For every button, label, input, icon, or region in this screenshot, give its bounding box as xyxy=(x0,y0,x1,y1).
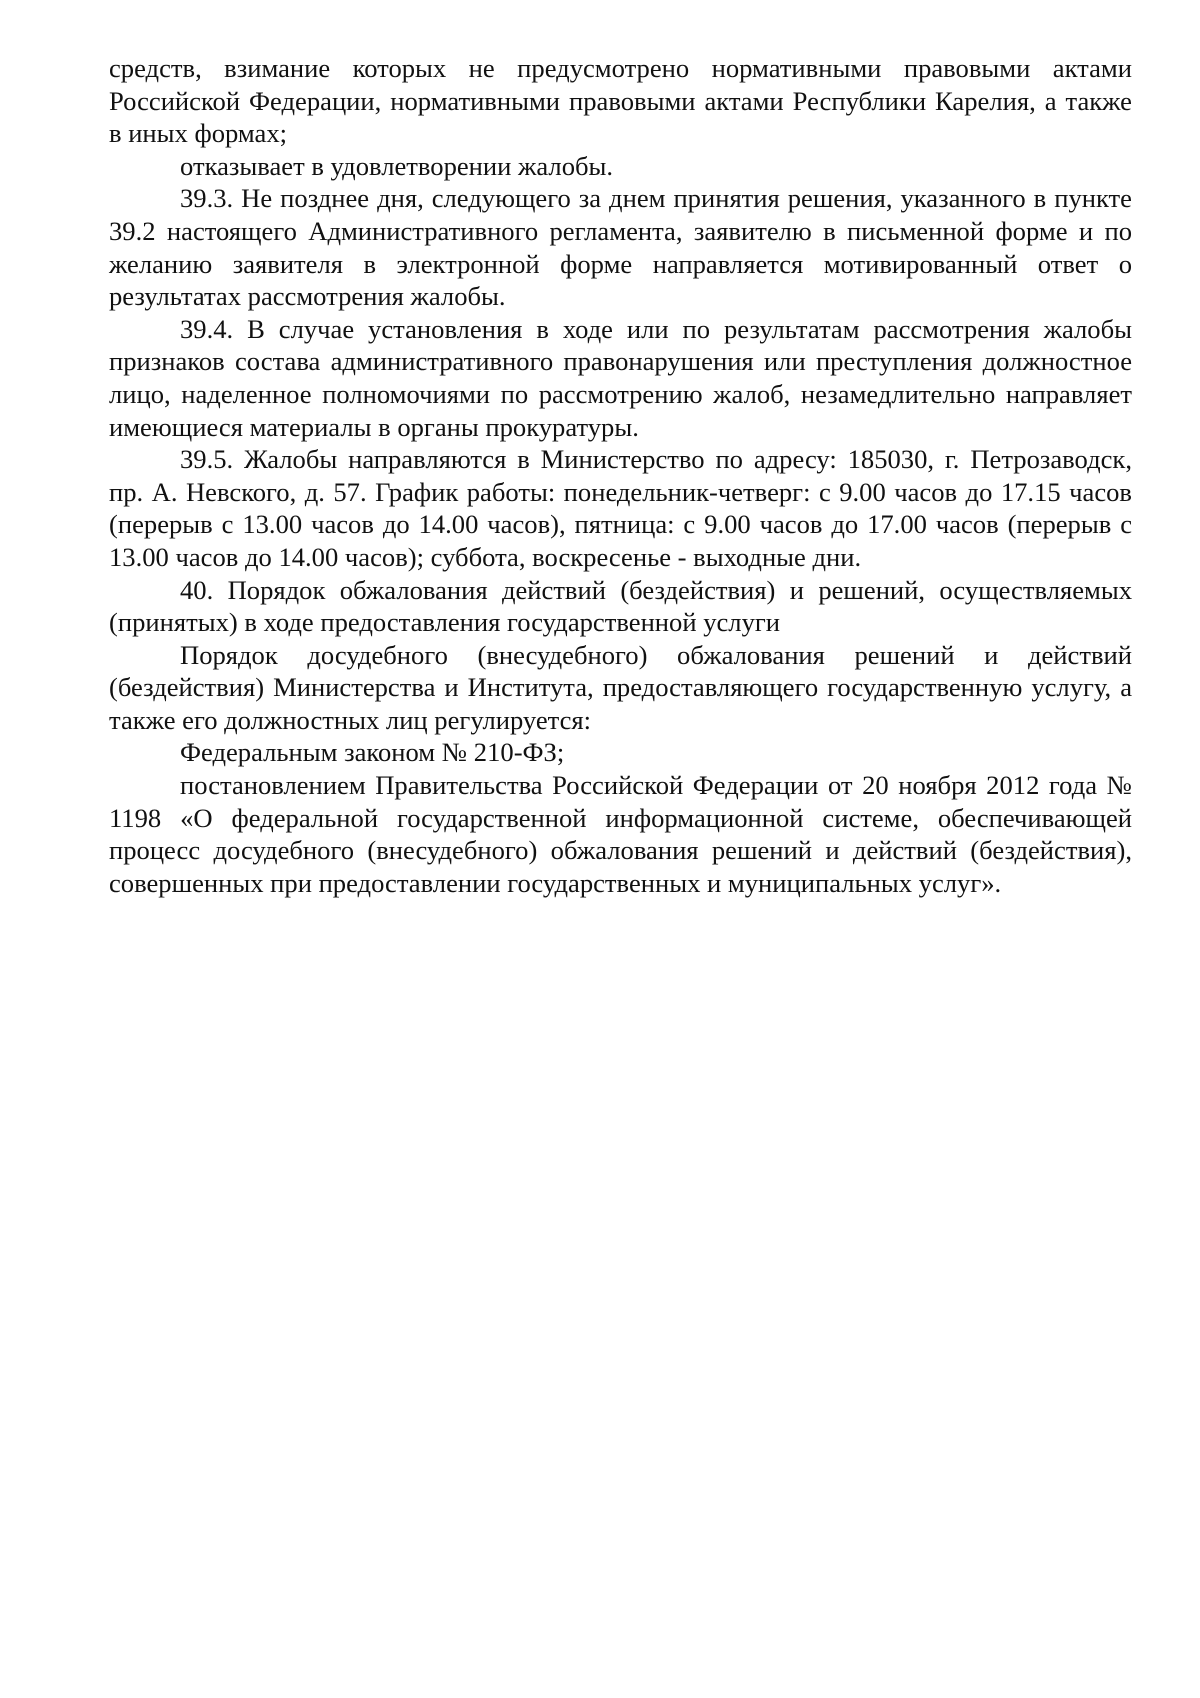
paragraph-fee-forms: средств, взимание которых не предусмотрено нормативными правовыми актами Российской Федерации, нормативными правовыми актами Республики Карелия, а также в иных формах; xyxy=(109,53,1132,149)
paragraph-government-resolution: постановлением Правительства Российской Федерации от 20 ноября 2012 года № 1198 «О федеральной государственной информационной системе, обеспечивающей процесс досудебного (внесудебного) обжалования решений и действий (бездействия), совершенных при предоставлении государственных и муниципальных услуг». xyxy=(109,770,1132,898)
paragraph-appeal-procedure: Порядок досудебного (внесудебного) обжалования решений и действий (бездействия) Министерства и Института, предоставляющего государственную услугу, а также его должностных лиц регулируется: xyxy=(109,639,1132,735)
paragraph-federal-law: Федеральным законом № 210-ФЗ; xyxy=(180,737,565,768)
document-page xyxy=(109,52,1132,899)
paragraph-40-heading: 40. Порядок обжалования действий (бездействия) и решений, осуществляемых (принятых) в ходе предоставления государственной услуги xyxy=(109,574,1132,638)
paragraph-39-3: 39.3. Не позднее дня, следующего за днем принятия решения, указанного в пункте 39.2 настоящего Административного регламента, заявителю в письменной форме и по желанию заявителя в электронной форме направляется мотивированный ответ о результатах рассмотрения жалобы. xyxy=(109,183,1132,312)
paragraph-39-4: 39.4. В случае установления в ходе или по результатам рассмотрения жалобы признаков состава административного правонарушения или преступления должностное лицо, наделенное полномочиями по рассмотрению жалоб, незамедлительно направляет имеющиеся материалы в органы прокуратуры. xyxy=(109,313,1132,442)
paragraph-39-5: 39.5. Жалобы направляются в Министерство по адресу: 185030, г. Петрозаводск, пр. А. Невского, д. 57. График работы: понедельник-четверг: с 9.00 часов до 17.15 часов (перерыв с 13.00 часов до 14.00 часов), пятница: с 9.00 часов до 17.00 часов (перерыв с 13.00 часов до 14.00 часов); суббота, воскресенье - выходные дни. xyxy=(109,444,1132,572)
paragraph-refuse-complaint: отказывает в удовлетворении жалобы. xyxy=(180,150,614,181)
